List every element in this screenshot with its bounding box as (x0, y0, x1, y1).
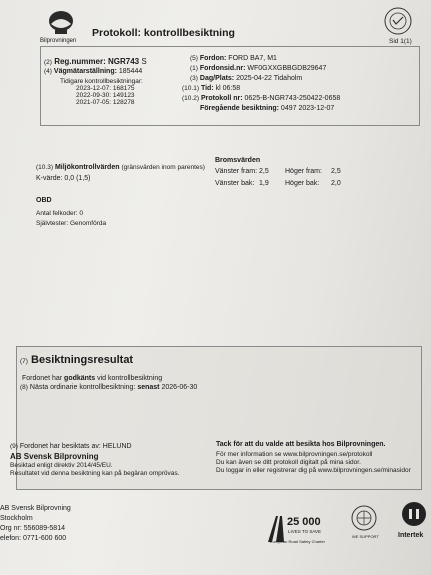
footer-org-number: Org nr: 556089-5814 (0, 525, 65, 532)
global-compact-icon: WE SUPPORT (350, 504, 380, 540)
obd-self-tests: Självtester: Genomförda (36, 220, 107, 227)
time-row: (10.1) Tid: kl 06:58 (182, 85, 241, 92)
thanks-heading: Tack för att du valde att besikta hos Bilprovningen. (216, 441, 386, 448)
brake-heading: Bromsvärden (215, 157, 261, 164)
brake-right-rear-value: 2,0 (331, 180, 341, 187)
brake-right-rear: Höger bak: (285, 180, 320, 187)
brake-left-front-value: 2,5 (259, 168, 269, 175)
directive-note: Besiktad enligt direktiv 2014/45/EU. (10, 462, 113, 469)
previous-inspection-item: 2021-07-05: 128278 (76, 99, 135, 106)
page-number: Sid 1(1) (389, 38, 412, 45)
previous-inspections-label: Tidigare kontrollbesiktningar: (60, 78, 143, 85)
thanks-line: Du kan även se ditt protokoll digitalt på mina sidor. (216, 459, 361, 466)
previous-inspection-item: 2022-09-30: 149123 (76, 92, 135, 99)
inspector-name: HELUND (102, 443, 132, 450)
thanks-line: Du loggar in eller registrerar dig på www.bilprovningen.se/minasidor (216, 467, 411, 474)
obd-faults: Antal felkoder: 0 (36, 210, 83, 217)
footer-city: Stockholm (0, 515, 33, 522)
appeal-note: Resultatet vid denna besiktning kan på begäran omprövas. (10, 470, 180, 477)
page-title: Protokoll: kontrollbesiktning (92, 27, 235, 39)
thanks-line: För mer information se www.bilprovningen.se/protokoll (216, 451, 373, 458)
vin-row: (1) Fordonsid.nr: WF0GXXGBBGDB29647 (190, 65, 327, 72)
result-status: godkänts (64, 375, 96, 382)
k-value-row: K-värde: 0,0 (1,5) (36, 175, 91, 182)
obd-heading: OBD (36, 197, 52, 204)
brake-right-front-value: 2,5 (331, 168, 341, 175)
odometer-value: 185444 (118, 68, 143, 75)
inspected-by-row: (9) Fordonet har besiktats av: HELUND (10, 443, 132, 450)
vehicle-row: (5) Fordon: FORD BA7, M1 (190, 55, 277, 62)
previous-inspection-item: 2023-12-07: 168175 (76, 85, 135, 92)
brake-right-front: Höger fram: (285, 168, 322, 175)
result-approved-row: Fordonet har godkänts vid kontrollbesiktning (22, 375, 163, 382)
result-heading: (7) Besiktningsresultat (20, 354, 134, 366)
date-place-row: (3) Dag/Plats: 2025-04-22 Tidaholm (190, 75, 303, 82)
odometer-row: (4) Vägmätarställning: 185444 (44, 68, 143, 75)
protocol-number-row: (10.2) Protokoll nr: 0625-B-NGR743-250422-0658 (182, 95, 341, 102)
brake-left-rear: Vänster bak: (215, 180, 255, 187)
intertek-logo: Intertek (398, 500, 430, 544)
previous-inspection-row: Föregående besiktning: 0497 2023-12-07 (200, 105, 335, 112)
brake-left-front: Vänster fram: (215, 168, 258, 175)
reg-number-value: NGR743 (107, 57, 140, 66)
footer-company: AB Svensk Bilprovning (0, 505, 71, 512)
accreditation-seal-icon (383, 6, 413, 36)
next-inspection-date: 2026-06-30 (161, 384, 198, 391)
next-inspection-row: (8) Nästa ordinarie kontrollbesiktning: senast 2026-06-30 (20, 384, 198, 391)
brake-left-rear-value: 1,9 (259, 180, 269, 187)
bilprovningen-logo (46, 10, 76, 36)
inspector-company: AB Svensk Bilprovning (10, 452, 99, 461)
reg-number-row: (2) Reg.nummer: NGR743 S (44, 57, 147, 66)
logo-text: Bilprovningen (40, 38, 77, 44)
road-safety-charter-logo: 25 000 LIVES TO SAVE European Road Safety Charter (270, 516, 325, 544)
environment-heading: (10.3) Miljökontrollvärden (gränsvärden inom parentes) (36, 164, 205, 171)
footer-phone: elefon: 0771-600 600 (0, 535, 67, 542)
